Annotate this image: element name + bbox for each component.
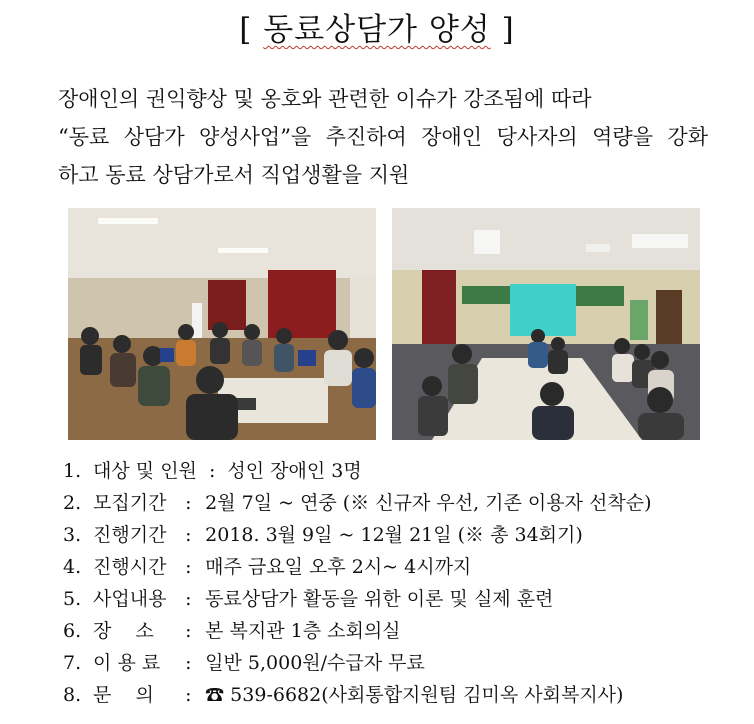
info-item-number: 3. [63,524,82,546]
info-item-target [63,455,743,487]
info-item-content [63,583,743,615]
info-item-number: 4. [63,556,82,578]
info-item-place [63,615,743,647]
title-bracket-open: [ [239,12,253,48]
info-item-value: 일반 5,000원/수급자 무료 [205,652,425,674]
info-item-value: 2월 7일 ~ 연중 (※ 신규자 우선, 기존 이용자 선착순) [205,492,652,514]
info-item-colon: : [185,492,192,514]
info-item-value: 본 복지관 1층 소회의실 [205,620,401,642]
info-item-number: 6. [63,620,82,642]
info-item-colon: : [208,460,216,482]
info-item-label: 장 소 [93,620,154,642]
info-item-label: 문 의 [93,684,154,706]
info-item-label: 모집기간 [93,492,167,514]
info-item-colon: : [185,684,192,706]
info-item-recruit-period [63,487,743,519]
info-item-contact [63,679,743,711]
info-item-number: 1. [63,460,82,482]
info-item-run-period [63,519,743,551]
info-item-number: 7. [63,652,82,674]
title-bracket-close: ] [501,12,515,48]
info-item-colon: : [185,588,192,610]
info-item-label: 진행기간 [93,524,167,546]
intro-line-2: “동료 상담가 양성사업”을 추진하여 장애인 당사자의 역량을 강화 [58,125,708,149]
info-item-number: 2. [63,492,82,514]
info-item-number: 5. [63,588,82,610]
info-item-number: 8. [63,684,82,706]
info-item-label: 진행시간 [93,556,167,578]
info-item-value: ☎ 539-6682(사회통합지원팀 김미옥 사회복지사) [205,684,624,706]
info-item-value: 성인 장애인 3명 [227,460,362,482]
intro-paragraph [58,80,708,194]
info-item-value: 동료상담가 활동을 위한 이론 및 실제 훈련 [205,588,554,610]
intro-line-3: 하고 동료 상담가로서 직업생활을 지원 [58,163,410,187]
info-item-label: 사업내용 [93,588,167,610]
info-item-colon: : [185,652,192,674]
info-item-colon: : [185,620,192,642]
photo-group-session-illustration [68,208,376,440]
info-item-label: 대상 및 인원 [93,460,197,482]
program-info-list [63,455,743,711]
info-item-value: 2018. 3월 9일 ~ 12월 21일 (※ 총 34회기) [205,524,583,546]
photo-seminar-room [392,208,700,440]
title-text: 동료상담가 양성 [263,12,491,48]
photo-group-session [68,208,376,440]
info-item-fee [63,647,743,679]
info-item-colon: : [185,556,192,578]
photo-seminar-room-illustration [392,208,700,440]
page-title [0,4,754,49]
intro-line-1: 장애인의 권익향상 및 옹호와 관련한 이슈가 강조됨에 따라 [58,87,592,111]
info-item-run-time [63,551,743,583]
info-item-value: 매주 금요일 오후 2시~ 4시까지 [205,556,472,578]
info-item-colon: : [185,524,192,546]
info-item-label: 이 용 료 [93,652,161,674]
